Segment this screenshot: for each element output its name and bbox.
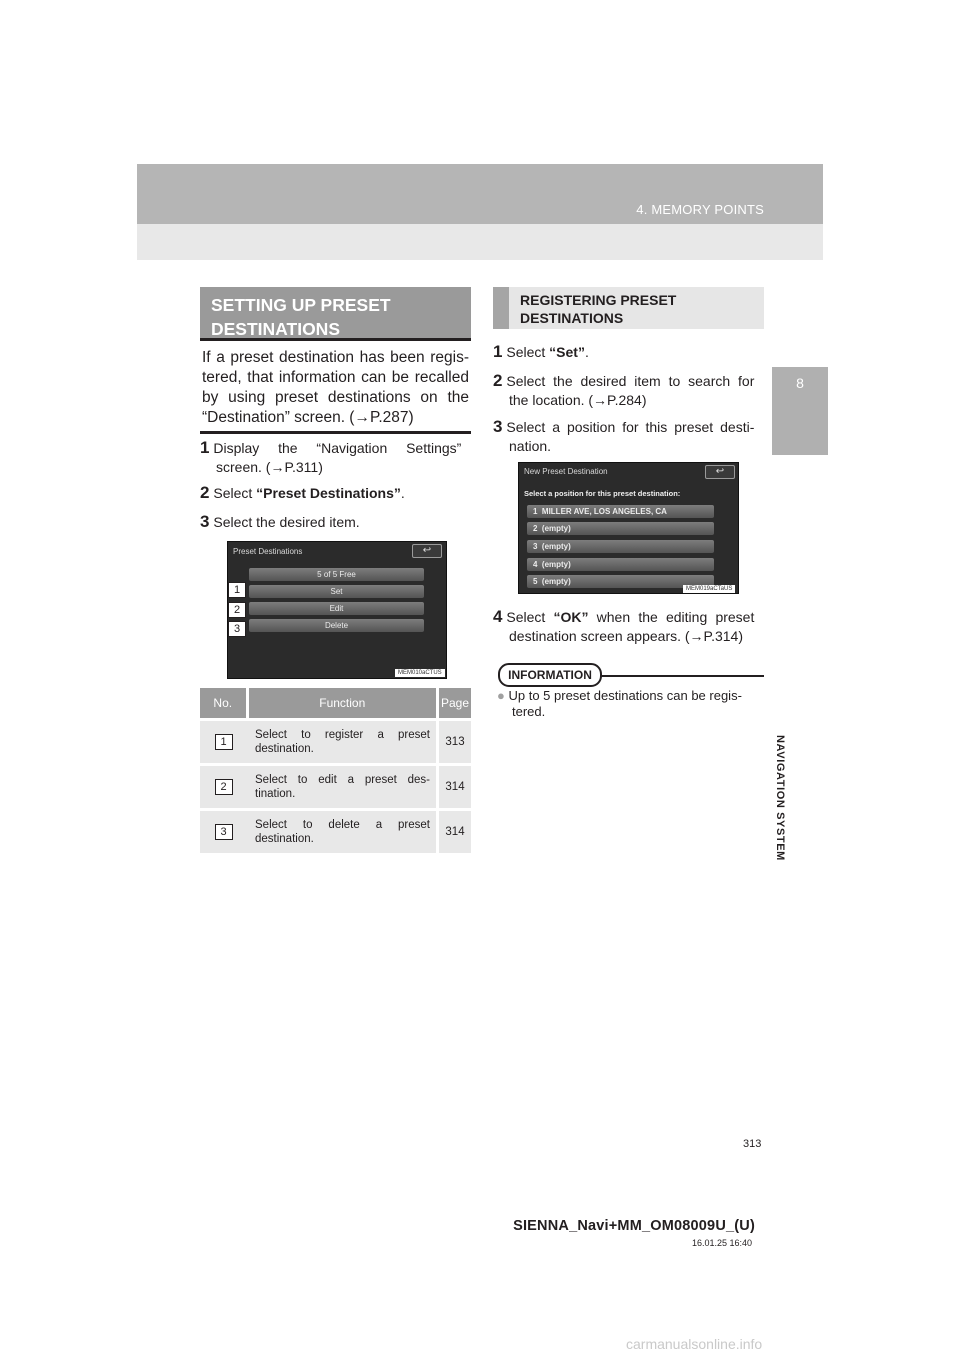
callout-3: 3 xyxy=(228,621,246,637)
header-page: Page xyxy=(438,688,472,720)
step-text: Display the “Navigation Settings” xyxy=(213,440,462,456)
row-function: Select to delete a preset destination. xyxy=(247,810,438,854)
information-text: Up to 5 preset destinations can be regis- xyxy=(508,688,742,703)
step-bold: “Set” xyxy=(549,344,585,360)
step-4 xyxy=(493,607,765,646)
row-number: 2 xyxy=(215,779,233,795)
free-count-row: 5 of 5 Free xyxy=(249,568,424,581)
slot-label: (empty) xyxy=(541,577,571,586)
step-text: Select the desired item. xyxy=(213,514,360,530)
step-prefix: Select xyxy=(506,344,550,360)
step-prefix: Select xyxy=(506,609,554,625)
step-text-cont: the location. (→P.284) xyxy=(509,392,647,408)
title-accent-bar xyxy=(493,287,509,329)
preset-destinations-screen xyxy=(227,541,447,679)
information-text-cont: tered. xyxy=(512,704,546,719)
set-button[interactable]: Set xyxy=(249,585,424,598)
page-number: 313 xyxy=(743,1138,762,1150)
table-row xyxy=(200,810,471,854)
section-title-line2: DESTINATIONS xyxy=(520,310,624,326)
step-number: 2 xyxy=(493,371,503,390)
step-text-cont: screen. (→P.311) xyxy=(216,459,323,475)
step-suffix: . xyxy=(584,344,589,360)
section-title-line1: SETTING UP PRESET xyxy=(211,295,391,315)
callout-2: 2 xyxy=(228,602,246,618)
row-number: 1 xyxy=(215,734,233,750)
section-title-registering xyxy=(493,287,764,329)
step-bold: “OK” xyxy=(553,609,589,625)
function-table xyxy=(200,688,471,853)
preset-slot-4[interactable] xyxy=(527,558,714,571)
step-number: 1 xyxy=(200,438,210,457)
step-suffix: when the editing preset xyxy=(588,609,755,625)
new-preset-destination-screen xyxy=(518,462,739,594)
step-number: 1 xyxy=(493,342,503,361)
slot-number: 3 xyxy=(533,542,538,551)
step-text: Select the desired item to search for xyxy=(506,373,755,389)
step-number: 2 xyxy=(200,483,210,502)
callout-1: 1 xyxy=(228,582,246,598)
edit-button[interactable]: Edit xyxy=(249,602,424,615)
table-row xyxy=(200,765,471,810)
step-3 xyxy=(200,512,360,532)
row-number: 3 xyxy=(215,824,233,840)
intro-text: If a preset destination has been regis-tered, that information can be recalled by using preset destinations on the “Destination” screen. (→P.287) xyxy=(202,349,469,426)
step-2 xyxy=(200,483,405,503)
print-stamp: 16.01.25 16:40 xyxy=(691,1238,752,1248)
slot-label: (empty) xyxy=(541,560,571,569)
intro-box xyxy=(200,343,471,434)
figure-code: MEM019aCTaUS xyxy=(683,585,735,593)
step-1 xyxy=(493,342,589,362)
section-title-line2: DESTINATIONS xyxy=(211,319,340,339)
table-row xyxy=(200,720,471,765)
watermark: carmanualsonline.info xyxy=(626,1336,763,1352)
section-title-setting-up xyxy=(200,287,471,341)
chapter-tab-label: NAVIGATION SYSTEM xyxy=(774,735,786,861)
step-number: 3 xyxy=(200,512,210,531)
preset-slot-3[interactable] xyxy=(527,540,714,553)
chapter-title: 4. MEMORY POINTS xyxy=(636,202,764,217)
bullet-icon: ● xyxy=(497,688,505,703)
slot-label: (empty) xyxy=(541,542,571,551)
screen-title: New Preset Destination xyxy=(524,467,608,476)
slot-number: 1 xyxy=(533,507,538,516)
slot-label: MILLER AVE, LOS ANGELES, CA xyxy=(541,507,667,516)
back-button[interactable]: ↩ xyxy=(412,544,442,558)
row-function: Select to register a preset destination. xyxy=(247,720,438,765)
information-rule xyxy=(600,675,764,677)
slot-number: 2 xyxy=(533,524,538,533)
slot-number: 5 xyxy=(533,577,538,586)
step-number: 3 xyxy=(493,417,503,436)
step-3 xyxy=(493,417,765,456)
document-model: SIENNA_Navi+MM_OM08009U_(U) xyxy=(513,1218,755,1234)
chapter-tab-number: 8 xyxy=(796,375,804,391)
information-heading: INFORMATION xyxy=(498,663,602,687)
step-number: 4 xyxy=(493,607,503,626)
figure-code: MEM010aCTUS xyxy=(395,669,445,677)
step-2 xyxy=(493,371,765,410)
slot-number: 4 xyxy=(533,560,538,569)
row-page: 314 xyxy=(438,765,472,810)
information-item xyxy=(497,688,767,720)
step-1 xyxy=(200,438,472,477)
header-function: Function xyxy=(247,688,438,720)
screen-prompt: Select a position for this preset destination: xyxy=(524,489,681,498)
step-text-cont: destination screen appears. (→P.314) xyxy=(509,628,743,644)
step-suffix: . xyxy=(400,485,405,501)
header-no: No. xyxy=(200,688,247,720)
row-page: 313 xyxy=(438,720,472,765)
slot-label: (empty) xyxy=(541,524,571,533)
step-prefix: Select xyxy=(213,485,257,501)
delete-button[interactable]: Delete xyxy=(249,619,424,632)
screen-title: Preset Destinations xyxy=(233,547,303,556)
back-button[interactable]: ↩ xyxy=(705,465,735,479)
preset-slot-1[interactable] xyxy=(527,505,714,518)
row-function: Select to edit a preset des-tination. xyxy=(247,765,438,810)
step-text: Select a position for this preset desti- xyxy=(506,419,755,435)
row-page: 314 xyxy=(438,810,472,854)
preset-slot-2[interactable] xyxy=(527,522,714,535)
header-subband xyxy=(137,224,823,260)
section-title-line1: REGISTERING PRESET xyxy=(520,292,677,308)
step-text-cont: nation. xyxy=(509,438,552,454)
step-bold: “Preset Destinations” xyxy=(256,485,401,501)
